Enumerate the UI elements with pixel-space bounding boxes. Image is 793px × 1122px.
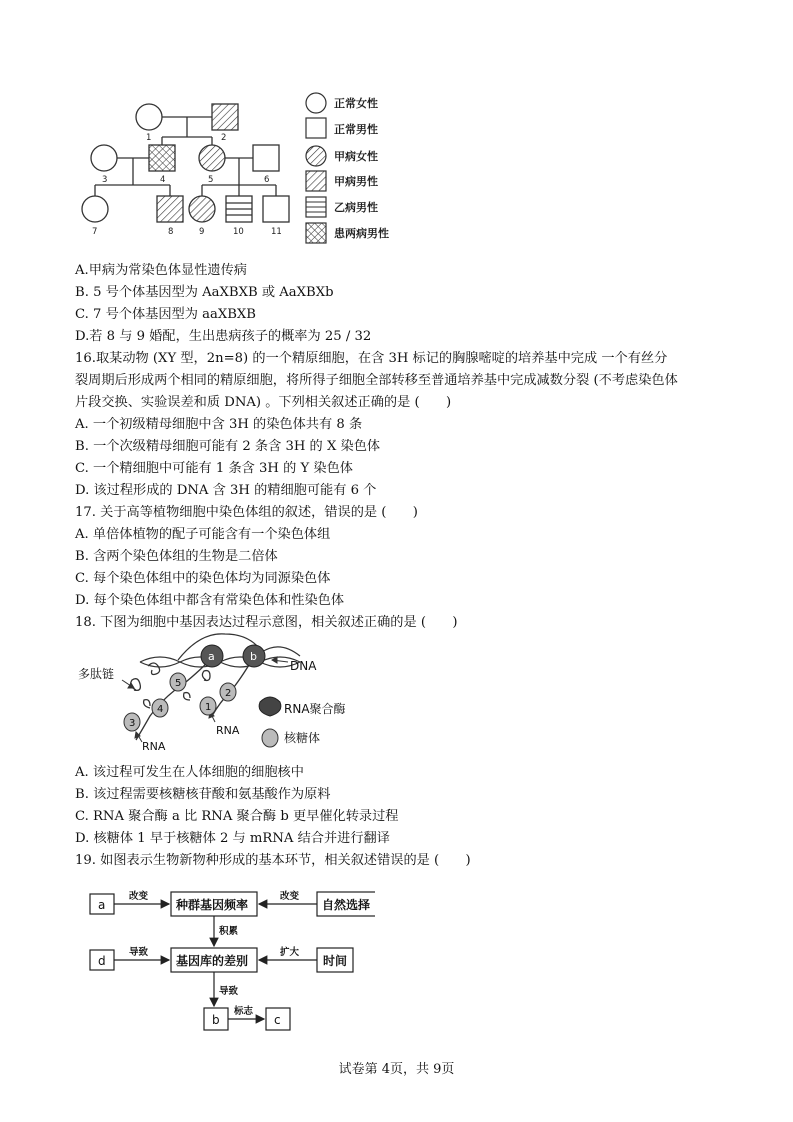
ribosome-legend-label: 核糖体 [284, 731, 321, 745]
label-change-2: 改变 [280, 891, 300, 902]
legend-normal-female: 正常女性 [334, 97, 378, 110]
q17-option-a: A. 单倍体植物的配子可能含有一个染色体组 [75, 527, 331, 542]
individual-3 [91, 145, 117, 171]
q18-stem: 18. 下图为细胞中基因表达过程示意图，相关叙述正确的是 ( ) [75, 615, 458, 630]
legend-a-female: 甲病女性 [334, 150, 378, 163]
label-expand: 扩大 [280, 947, 300, 958]
q18-option-b: B. 该过程需要核糖核苷酸和氨基酸作为原料 [75, 787, 331, 802]
individual-6 [253, 145, 279, 171]
polymerase-a-label: a [208, 650, 215, 663]
individual-4 [149, 145, 175, 171]
individual-1 [136, 104, 162, 130]
gene-expression-figure [75, 632, 375, 760]
box-d-label: d [98, 954, 106, 968]
q16-option-a: A. 一个初级精母细胞中含 3H 的染色体共有 8 条 [75, 417, 363, 432]
id-3: 3 [102, 175, 108, 185]
q16-stem-line-2: 裂周期后形成两个相同的精原细胞，将所得子细胞全部转移至普通培养基中完成减数分裂 (不考虑染色体 [75, 373, 678, 388]
q16-stem-line-3: 片段交换、实验误差和质 DNA) 。下列相关叙述正确的是 ( ) [75, 395, 452, 410]
q15-option-d: D.若 8 与 9 婚配，生出患病孩子的概率为 25 / 32 [75, 329, 372, 344]
q17-option-d: D. 每个染色体组中都含有常染色体和性染色体 [75, 593, 345, 608]
ribosome-number-4: 4 [157, 704, 164, 715]
id-1: 1 [146, 133, 152, 143]
page-footer: 试卷第 4页，共 9页 [338, 1062, 455, 1077]
label-lead-2: 导致 [219, 986, 239, 997]
id-8: 8 [168, 227, 174, 237]
individual-7 [82, 196, 108, 222]
q15-option-c: C. 7 号个体基因型为 aaXBXB [75, 307, 256, 322]
individual-9 [189, 196, 215, 222]
id-4: 4 [160, 175, 166, 185]
q16-option-c: C. 一个精细胞中可能有 1 条含 3H 的 Y 染色体 [75, 461, 353, 476]
box-gene-pool-label: 基因库的差别 [176, 954, 249, 968]
q17-option-c: C. 每个染色体组中的染色体均为同源染色体 [75, 571, 331, 586]
q16-option-b: B. 一个次级精母细胞可能有 2 条含 3H 的 X 染色体 [75, 439, 381, 454]
ribosome-number-1: 1 [205, 702, 212, 713]
q18-option-a: A. 该过程可发生在人体细胞的细胞核中 [75, 765, 304, 780]
box-a-label: a [98, 898, 106, 912]
label-lead-1: 导致 [129, 947, 149, 958]
legend-a-male: 甲病男性 [334, 175, 378, 188]
box-time-label: 时间 [323, 954, 348, 968]
ribosome-number-5: 5 [175, 678, 182, 689]
q18-option-d: D. 核糖体 1 早于核糖体 2 与 mRNA 结合并进行翻译 [75, 831, 390, 846]
polymerase-b-label: b [250, 650, 257, 663]
q15-option-b: B. 5 号个体基因型为 AaXBXB 或 AaXBXb [75, 285, 334, 300]
ribosome-number-2: 2 [225, 688, 232, 699]
individual-10 [226, 196, 252, 222]
rna-polymerase-legend-icon [259, 697, 281, 716]
polypeptide-label: 多肽链 [78, 667, 115, 681]
rna-polymerase-legend-label: RNA聚合酶 [284, 702, 346, 716]
legend-b-male: 乙病男性 [334, 201, 378, 214]
individual-8 [157, 196, 183, 222]
box-gene-frequency-label: 种群基因频率 [176, 898, 249, 912]
individual-11 [263, 196, 289, 222]
box-b-label: b [212, 1013, 220, 1027]
id-6: 6 [264, 175, 270, 185]
pedigree-figure [75, 88, 405, 248]
q16-stem-line-1: 16.取某动物 (XY 型，2n=8) 的一个精原细胞，在含 3H 标记的胸腺嘧啶的培养基中完成 一个有丝分 [75, 351, 668, 366]
q18-option-c: C. RNA 聚合酶 a 比 RNA 聚合酶 b 更早催化转录过程 [75, 809, 399, 824]
label-change-1: 改变 [129, 891, 149, 902]
speciation-figure [75, 880, 375, 1040]
rna-label-1: RNA [216, 724, 240, 737]
rna-label-2: RNA [142, 740, 166, 753]
q15-option-a: A.甲病为常染色体显性遗传病 [75, 263, 247, 278]
individual-2 [212, 104, 238, 130]
label-mark: 标志 [234, 1006, 254, 1017]
legend-normal-male: 正常男性 [334, 123, 378, 136]
pedigree-legend [306, 93, 389, 243]
id-2: 2 [221, 133, 227, 143]
id-11: 11 [271, 227, 282, 237]
polypeptide-chain [148, 663, 160, 675]
ribosome-legend-icon [262, 729, 278, 747]
q19-stem: 19. 如图表示生物新物种形成的基本环节，相关叙述错误的是 ( ) [75, 853, 471, 868]
id-10: 10 [233, 227, 244, 237]
id-5: 5 [208, 175, 214, 185]
q17-option-b: B. 含两个染色体组的生物是二倍体 [75, 549, 278, 564]
id-9: 9 [199, 227, 205, 237]
individual-5 [199, 145, 225, 171]
ribosome-number-3: 3 [129, 718, 136, 729]
box-c-label: c [274, 1013, 281, 1027]
label-accumulate: 积累 [219, 926, 239, 937]
q17-stem: 17. 关于高等植物细胞中染色体组的叙述，错误的是 ( ) [75, 505, 418, 520]
dna-label: DNA [290, 659, 317, 673]
id-7: 7 [92, 227, 98, 237]
box-natural-selection-label: 自然选择 [322, 898, 371, 912]
legend-both-male: 患两病男性 [334, 227, 389, 240]
q16-option-d: D. 该过程形成的 DNA 含 3H 的精细胞可能有 6 个 [75, 483, 377, 498]
